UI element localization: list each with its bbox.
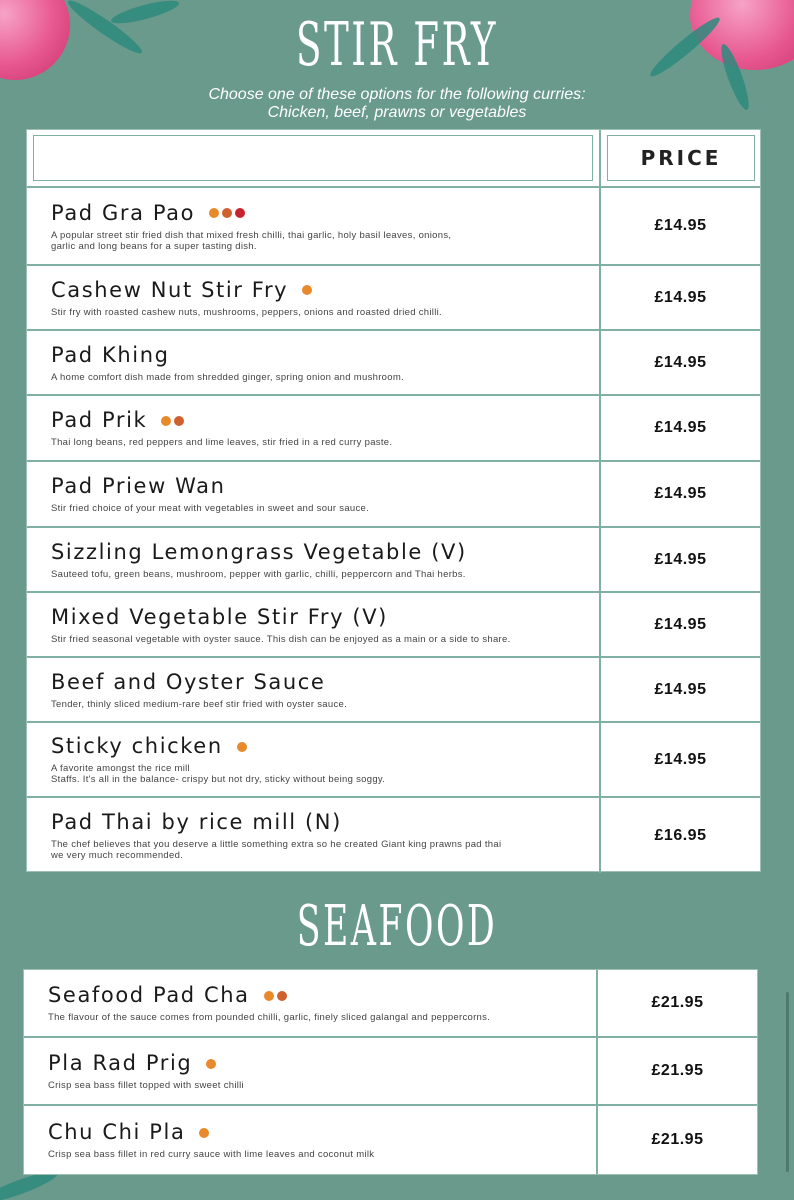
dish-price: £14.95 xyxy=(654,680,707,698)
dish-description: Stir fried choice of your meat with vegetables in sweet and sour sauce. xyxy=(51,503,370,514)
dish-cell xyxy=(27,396,601,460)
dish-name: Mixed Vegetable Stir Fry (V) xyxy=(51,604,388,629)
header-name-cell xyxy=(27,130,601,186)
dish-description: A popular street stir fried dish that mixed fresh chilli, thai garlic, holy basil leaves, onions, garlic and long beans for a super tasting dish. xyxy=(51,229,452,252)
dish-name-line xyxy=(51,343,599,368)
seafood-menu-table xyxy=(23,969,758,1175)
spice-level-indicator xyxy=(302,285,312,295)
dish-price: £14.95 xyxy=(654,550,707,568)
header-empty-box xyxy=(33,135,593,181)
table-header-row xyxy=(27,130,760,188)
dish-description: Stir fried seasonal vegetable with oyster sauce. This dish can be enjoyed as a main or a side to share. xyxy=(51,633,511,645)
dish-name-line xyxy=(51,540,599,565)
dish-price: £21.95 xyxy=(651,1062,704,1079)
chilli-dot-icon xyxy=(264,991,274,1001)
dish-name-line xyxy=(51,201,599,226)
price-header-text: PRICE xyxy=(640,146,722,170)
dish-name: Pad Gra Pao xyxy=(51,200,196,225)
dish-price: £14.95 xyxy=(654,353,707,371)
dish-name-line xyxy=(51,605,599,630)
dish-description: Crisp sea bass fillet topped with sweet chilli xyxy=(48,1080,244,1091)
table-row xyxy=(27,396,760,462)
table-row xyxy=(24,1106,757,1174)
chilli-dot-icon xyxy=(206,1059,216,1069)
chilli-dot-icon xyxy=(237,742,247,752)
chilli-dot-icon xyxy=(199,1128,209,1138)
table-row xyxy=(27,528,760,593)
dish-description: Sauteed tofu, green beans, mushroom, pepper with garlic, chilli, peppercorn and Thai herbs. xyxy=(51,568,466,580)
dish-name-line xyxy=(51,734,599,759)
table-row xyxy=(24,1038,757,1106)
spice-level-indicator xyxy=(206,1059,216,1069)
table-row xyxy=(24,970,757,1038)
table-row xyxy=(27,593,760,658)
stir-fry-menu-table xyxy=(26,129,761,872)
spice-level-indicator xyxy=(237,742,247,752)
chilli-dot-icon xyxy=(161,416,171,426)
dish-name-line xyxy=(51,408,599,433)
dish-price: £14.95 xyxy=(654,217,707,234)
dish-cell xyxy=(27,462,601,526)
dish-name: Cashew Nut Stir Fry xyxy=(51,277,289,302)
chilli-dot-icon xyxy=(174,416,184,426)
price-header-label xyxy=(607,135,755,181)
table-row xyxy=(27,723,760,798)
table-row xyxy=(27,658,760,723)
dish-name: Pad Prik xyxy=(51,408,148,432)
dish-price: £16.95 xyxy=(654,826,707,844)
dish-name-line xyxy=(48,1120,596,1145)
dish-cell xyxy=(27,658,601,721)
dish-description: Tender, thinly sliced medium-rare beef stir fried with oyster sauce. xyxy=(51,698,348,710)
dish-name-line xyxy=(48,1051,596,1076)
spice-level-indicator xyxy=(199,1128,209,1138)
table-row xyxy=(27,266,760,331)
table-row xyxy=(27,331,760,396)
header-price-cell xyxy=(601,130,760,186)
dish-cell xyxy=(24,1038,598,1104)
dish-cell xyxy=(27,798,601,873)
dish-cell xyxy=(27,331,601,394)
chilli-dot-icon xyxy=(222,208,232,218)
dish-cell xyxy=(27,188,601,264)
dish-name-line xyxy=(48,983,596,1008)
dish-name: Sticky chicken xyxy=(51,734,223,758)
table-row xyxy=(27,188,760,266)
dish-name-line xyxy=(51,278,599,303)
subtitle-line-1: Choose one of these options for the following curries: xyxy=(208,86,586,103)
spice-level-indicator xyxy=(161,416,184,426)
dish-description: A favorite amongst the rice mill Staffs. It's all in the balance- crispy but not dry, sticky without being soggy. xyxy=(51,763,386,785)
dish-name: Beef and Oyster Sauce xyxy=(51,669,326,694)
dish-name-line xyxy=(51,670,599,695)
chilli-dot-icon xyxy=(209,208,219,218)
chilli-dot-icon xyxy=(277,991,287,1001)
dish-name: Pad Thai by rice mill (N) xyxy=(51,810,342,834)
dish-price: £14.95 xyxy=(654,485,707,502)
dish-description: The chef believes that you deserve a little something extra so he created Giant king prawns pad thai we very much recommended. xyxy=(51,839,502,861)
dish-description: Stir fry with roasted cashew nuts, mushrooms, peppers, onions and roasted dried chilli. xyxy=(51,306,442,318)
dish-price: £14.95 xyxy=(654,615,707,633)
dish-description: A home comfort dish made from shredded ginger, spring onion and mushroom. xyxy=(51,371,404,383)
subtitle-line-2: Chicken, beef, prawns or vegetables xyxy=(267,104,527,121)
dish-name: Seafood Pad Cha xyxy=(48,983,250,1007)
spice-level-indicator xyxy=(264,991,287,1001)
dish-name: Pla Rad Prig xyxy=(48,1051,193,1075)
dish-name: Pad Khing xyxy=(51,342,170,367)
dish-price: £21.95 xyxy=(651,994,704,1011)
chilli-dot-icon xyxy=(235,208,245,218)
dish-price: £14.95 xyxy=(654,750,707,768)
dish-name-line xyxy=(51,810,599,835)
dish-name: Chu Chi Pla xyxy=(48,1120,186,1144)
dish-price: £14.95 xyxy=(654,419,707,436)
dish-cell xyxy=(27,266,601,329)
scrollbar[interactable] xyxy=(786,992,789,1172)
dish-description: The flavour of the sauce comes from pounded chilli, garlic, finely sliced galangal and peppercorns. xyxy=(48,1012,491,1023)
dish-cell xyxy=(27,593,601,656)
dish-cell xyxy=(24,970,598,1036)
section-title-stir-fry: STIR FRY xyxy=(296,10,498,80)
dish-cell xyxy=(27,723,601,796)
dish-name: Sizzling Lemongrass Vegetable (V) xyxy=(51,539,467,564)
dish-cell xyxy=(24,1106,598,1174)
table-row xyxy=(27,798,760,873)
dish-description: Thai long beans, red peppers and lime leaves, stir fried in a red curry paste. xyxy=(51,437,393,448)
dish-name: Pad Priew Wan xyxy=(51,474,226,498)
dish-description: Crisp sea bass fillet in red curry sauce with lime leaves and coconut milk xyxy=(48,1149,375,1160)
spice-level-indicator xyxy=(209,208,245,218)
dish-cell xyxy=(27,528,601,591)
dish-price: £21.95 xyxy=(651,1131,704,1148)
dish-price: £14.95 xyxy=(654,288,707,306)
dish-name-line xyxy=(51,474,599,499)
chilli-dot-icon xyxy=(302,285,312,295)
section-title-seafood: SEAFOOD xyxy=(296,894,498,959)
table-row xyxy=(27,462,760,528)
